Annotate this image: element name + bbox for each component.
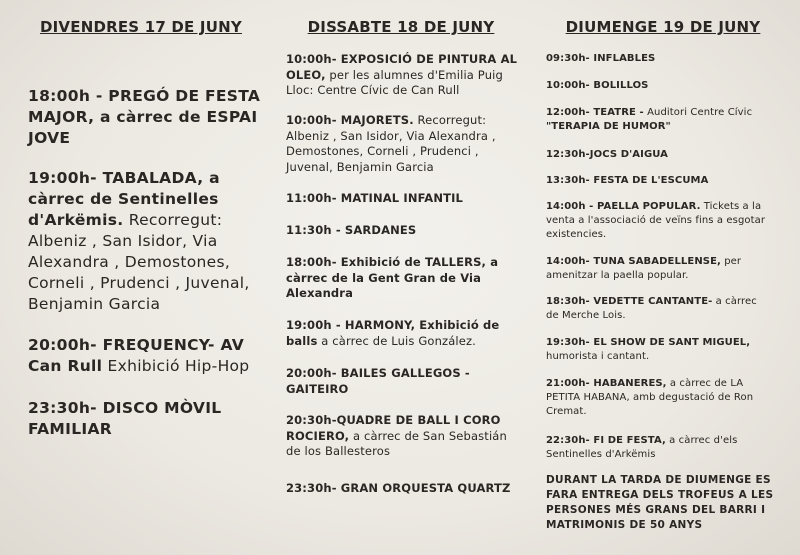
saturday-heading: DISSABTE 18 DE JUNY <box>307 18 495 36</box>
event-detail: humorista i cantant. <box>546 351 650 362</box>
event-title: 19:00h- TABALADA, a càrrec de Sentinelles d'Arkëmis. <box>28 169 220 229</box>
saturday-event-6 <box>286 318 516 349</box>
event-detail: a càrrec de Luis González. <box>321 333 476 348</box>
saturday-event-7 <box>286 366 486 397</box>
event-title: 19:30h- EL SHOW DE SANT MIGUEL, <box>546 337 751 348</box>
saturday-column <box>272 0 530 555</box>
sunday-event-1 <box>546 52 782 66</box>
saturday-event-8 <box>286 413 524 460</box>
friday-event-2 <box>28 168 262 315</box>
event-title: 20:00h- BAILES GALLEGOS - GAITEIRO <box>286 366 470 396</box>
event-detail: a càrrec de Merche Lois. <box>546 296 757 321</box>
friday-event-1 <box>28 86 264 149</box>
event-detail: per les alumnes d'Emilia Puig Lloc: Centre Cívic de Can Rull <box>286 67 503 97</box>
event-detail: a càrrec d'els Sentinelles d'Arkëmis <box>546 435 738 460</box>
event-detail: Recorregut: Albeniz , San Isidor, Via Alexandra , Demostones, Corneli , Prudenci , Juvenal, Benjamin Garcia <box>28 211 250 313</box>
friday-event-4 <box>28 398 248 440</box>
event-title: 23:30h- GRAN ORQUESTA QUARTZ <box>286 481 511 495</box>
saturday-event-9 <box>286 481 526 497</box>
sunday-heading: DIUMENGE 19 DE JUNY <box>565 18 761 36</box>
sunday-column <box>532 0 794 555</box>
sunday-event-8 <box>546 295 772 323</box>
saturday-event-1 <box>286 52 524 99</box>
event-detail: Recorregut: Albeniz , San Isidor, Via Alexandra , Demostones, Corneli , Prudenci , Juvenal, Benjamin Garcia <box>286 113 496 174</box>
saturday-event-3 <box>286 191 524 207</box>
sunday-event-5 <box>546 174 782 188</box>
event-show-title: "TERAPIA DE HUMOR" <box>546 121 671 132</box>
sunday-event-9 <box>546 336 772 364</box>
event-title: 18:00h- Exhibició de TALLERS, a càrrec de la Gent Gran de Via Alexandra <box>286 255 499 300</box>
sunday-event-7 <box>546 255 772 283</box>
event-title: 18:30h- VEDETTE CANTANTE- <box>546 296 713 307</box>
event-title: 10:00h- BOLILLOS <box>546 80 649 91</box>
event-title: 12:00h- TEATRE - <box>546 107 644 118</box>
event-detail: a càrrec de LA PETITA HABANA, amb degustació de Ron Cremat. <box>546 378 754 417</box>
event-detail: a càrrec de San Sebastián de los Ballesteros <box>286 428 507 458</box>
sunday-event-6 <box>546 200 772 242</box>
event-title: 09:30h- INFLABLES <box>546 53 656 64</box>
event-title: 10:00h- EXPOSICIÓ DE PINTURA AL OLEO, <box>286 52 518 82</box>
event-title: 13:30h- FESTA DE L'ESCUMA <box>546 175 709 186</box>
event-title: 19:00h - HARMONY, Exhibició de balls <box>286 318 500 348</box>
sunday-event-2 <box>546 79 782 93</box>
event-title: 20:30h-QUADRE DE BALL I CORO ROCIERO, <box>286 413 501 443</box>
event-detail: Tickets a la venta a l'associació de veïns fins a esgotar existencies. <box>546 201 766 240</box>
sunday-event-3 <box>546 106 782 134</box>
saturday-event-2 <box>286 113 518 175</box>
saturday-event-4 <box>286 223 524 239</box>
saturday-event-5 <box>286 255 512 302</box>
event-title: 20:00h- FREQUENCY- AV Can Rull <box>28 336 245 375</box>
event-title: 10:00h- MAJORETS. <box>286 113 414 127</box>
event-detail: Exhibició Hip-Hop <box>107 357 250 375</box>
event-title: 11:00h- MATINAL INFANTIL <box>286 191 464 205</box>
sunday-event-10 <box>546 377 766 419</box>
event-title: 12:30h-JOCS D'AIGUA <box>546 149 669 160</box>
sunday-event-11 <box>546 434 772 462</box>
friday-column <box>10 0 272 555</box>
closing-note: DURANT LA TARDA DE DIUMENGE ES FARA ENTREGA DELS TROFEUS A LES PERSONES MÉS GRANS DEL BARRI I MATRIMONIS DE 50 ANYS <box>546 474 774 531</box>
sunday-event-4 <box>546 148 782 162</box>
event-title: 21:00h- HABANERES, <box>546 378 667 389</box>
event-title: 14:00h- TUNA SABADELLENSE, <box>546 256 721 267</box>
event-title: 18:00h - PREGÓ DE FESTA MAJOR, a càrrec de ESPAI JOVE <box>28 87 261 147</box>
event-detail: Auditori Centre Cívic <box>647 107 753 118</box>
event-title: 23:30h- DISCO MÒVIL FAMILIAR <box>28 399 222 438</box>
event-detail: per amenitzar la paella popular. <box>546 256 742 281</box>
friday-heading: DIVENDRES 17 DE JUNY <box>40 18 242 36</box>
event-title: 14:00h - PAELLA POPULAR. <box>546 201 701 212</box>
friday-event-3 <box>28 335 266 377</box>
event-title: 22:30h- FI DE FESTA, <box>546 435 666 446</box>
event-title: 11:30h - SARDANES <box>286 223 417 237</box>
